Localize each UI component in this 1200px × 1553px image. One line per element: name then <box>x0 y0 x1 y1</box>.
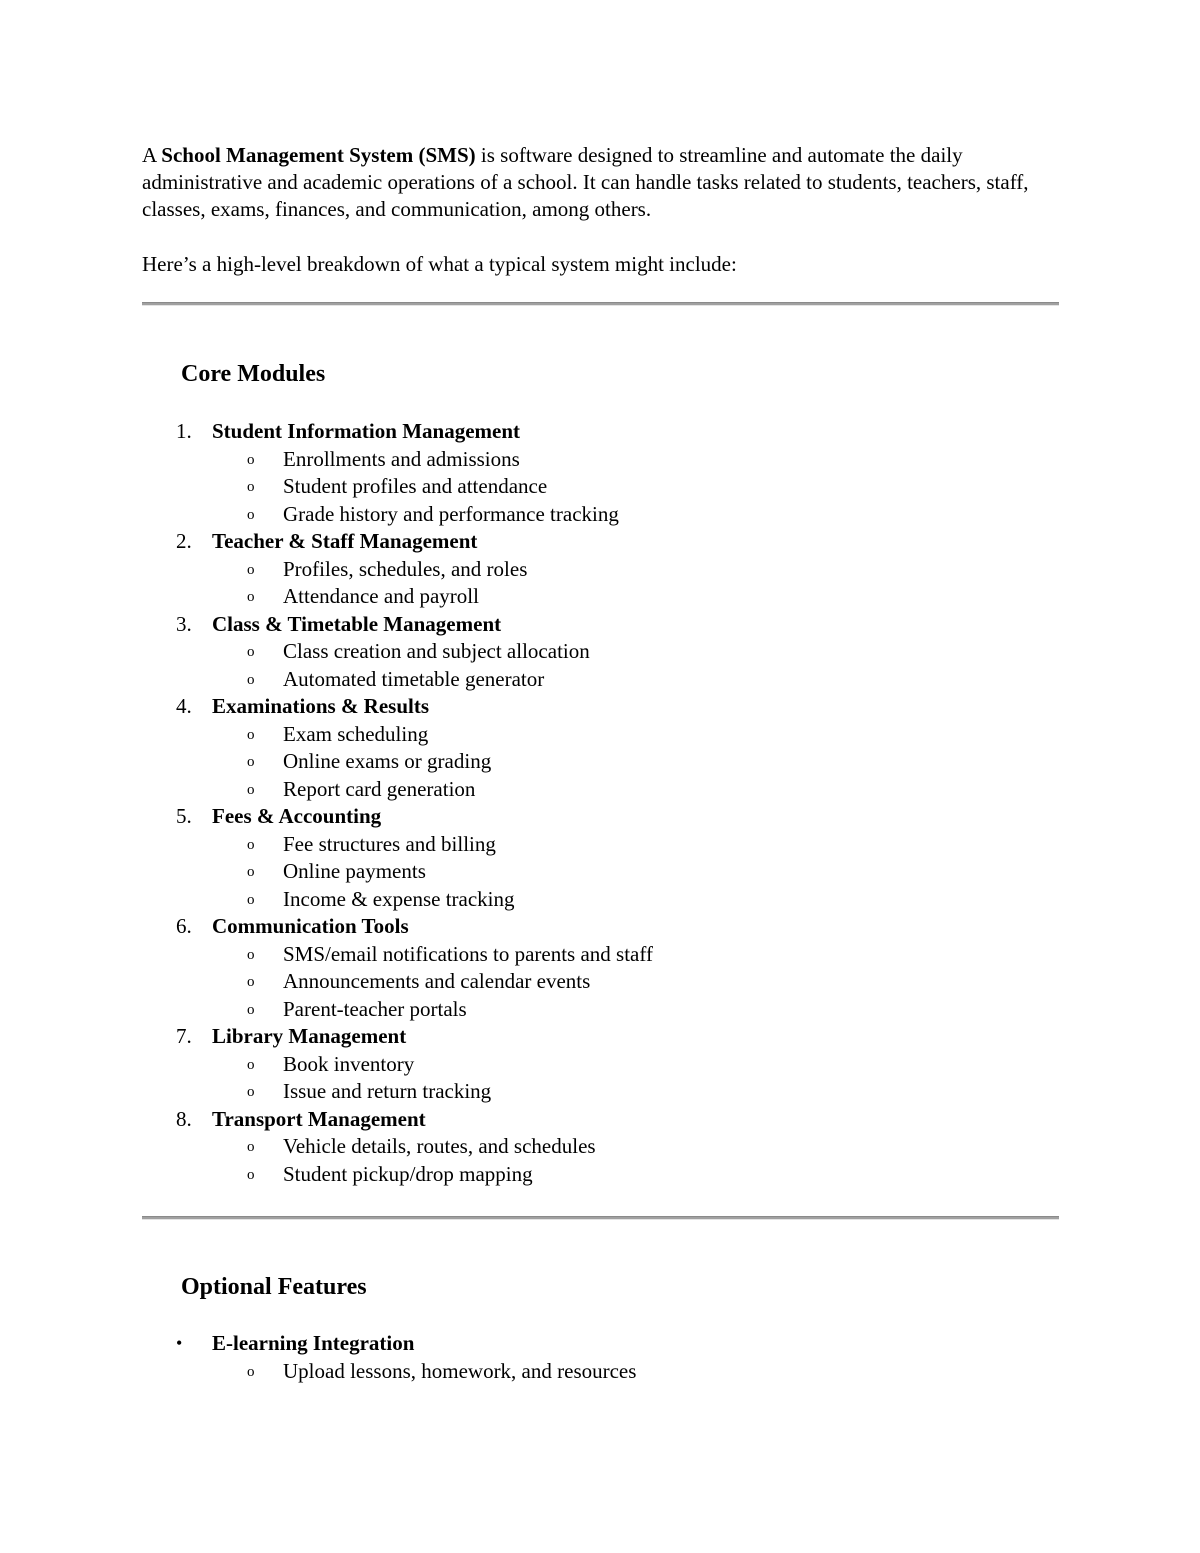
breakdown-paragraph: Here’s a high-level breakdown of what a typical system might include: <box>142 252 737 276</box>
sub-list-item-text: Attendance and payroll <box>283 584 479 608</box>
circle-bullet-icon: o <box>247 1001 255 1018</box>
list-number: 8. <box>176 1106 192 1131</box>
sub-list-item-text: Online payments <box>283 859 426 883</box>
circle-bullet-icon: o <box>247 1166 255 1183</box>
circle-bullet-icon: o <box>247 1056 255 1073</box>
sub-list-item-text: Enrollments and admissions <box>283 446 520 471</box>
sub-list-item-text: Vehicle details, routes, and schedules <box>283 1134 596 1158</box>
list-number: 4. <box>176 694 192 718</box>
list-number: 3. <box>176 611 192 636</box>
list-item-title: Student Information Management <box>212 419 520 443</box>
circle-bullet-icon: o <box>247 644 255 660</box>
sub-list-item-text: Profiles, schedules, and roles <box>283 556 528 581</box>
circle-bullet-icon: o <box>247 561 255 578</box>
circle-bullet-icon: o <box>247 946 255 963</box>
circle-bullet-icon: o <box>247 479 255 495</box>
list-number: 1. <box>176 419 192 443</box>
intro-lead: A <box>142 143 162 167</box>
sub-list-item-text: Student pickup/drop mapping <box>283 1161 533 1186</box>
circle-bullet-icon: o <box>247 451 255 468</box>
sub-list-item-text: Parent-teacher portals <box>283 996 467 1021</box>
list-item-title: Teacher & Staff Management <box>212 529 478 553</box>
sub-list-item-text: Automated timetable generator <box>283 666 545 691</box>
circle-bullet-icon: o <box>247 589 255 605</box>
sub-list-item-text: SMS/email notifications to parents and staff <box>283 941 653 966</box>
list-number: 2. <box>176 529 192 553</box>
optional-features-heading: Optional Features <box>181 1274 367 1300</box>
circle-bullet-icon: o <box>247 864 255 880</box>
sub-list-item-text: Issue and return tracking <box>283 1079 492 1103</box>
circle-bullet-icon: o <box>247 836 255 853</box>
list-number: 6. <box>176 914 192 938</box>
sub-list-item-text: Income & expense tracking <box>283 886 515 911</box>
sub-list-item-text: Online exams or grading <box>283 749 492 773</box>
circle-bullet-icon: o <box>247 506 255 523</box>
horizontal-rule <box>142 302 1059 306</box>
sub-list-item-text: Exam scheduling <box>283 721 429 746</box>
sub-list-item-text: Report card generation <box>283 776 476 801</box>
list-number: 7. <box>176 1024 192 1048</box>
list-item-title: Library Management <box>212 1024 407 1048</box>
circle-bullet-icon: o <box>247 891 255 908</box>
core-modules-heading: Core Modules <box>181 361 326 387</box>
bullet-icon: • <box>176 1333 183 1353</box>
list-item-title: E-learning Integration <box>212 1331 415 1355</box>
intro-rest: is software designed to streamline and automate the daily administrative and academic operations of a school. It can handle tasks related to students, teachers, staff, classes, exams, finances, and communication, among others. <box>142 143 1029 221</box>
sub-list-item-text: Student profiles and attendance <box>283 474 548 498</box>
circle-bullet-icon: o <box>247 974 255 990</box>
circle-bullet-icon: o <box>247 1363 255 1380</box>
circle-bullet-icon: o <box>247 1139 255 1155</box>
horizontal-rule <box>142 1216 1059 1220</box>
list-item-title: Communication Tools <box>212 914 409 938</box>
intro-term: School Management System (SMS) <box>161 143 476 167</box>
sub-list-item-text: Book inventory <box>283 1051 415 1076</box>
circle-bullet-icon: o <box>247 726 255 743</box>
list-item-title: Class & Timetable Management <box>212 611 502 636</box>
list-item-title: Transport Management <box>212 1106 426 1131</box>
sub-list-item-text: Class creation and subject allocation <box>283 639 590 663</box>
circle-bullet-icon: o <box>247 671 255 688</box>
list-item-title: Fees & Accounting <box>212 804 382 828</box>
sub-list-item-text: Upload lessons, homework, and resources <box>283 1358 637 1383</box>
circle-bullet-icon: o <box>247 754 255 770</box>
list-number: 5. <box>176 804 192 828</box>
circle-bullet-icon: o <box>247 1084 255 1100</box>
list-item-title: Examinations & Results <box>212 694 430 718</box>
sub-list-item-text: Grade history and performance tracking <box>283 501 619 526</box>
sub-list-item-text: Announcements and calendar events <box>283 969 591 993</box>
sub-list-item-text: Fee structures and billing <box>283 831 496 856</box>
circle-bullet-icon: o <box>247 781 255 798</box>
intro-paragraph <box>142 142 1072 223</box>
